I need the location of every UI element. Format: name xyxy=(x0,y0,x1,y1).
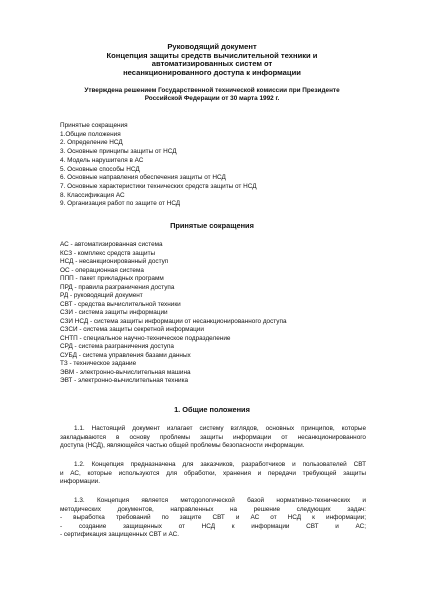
approval-line-2: Российской Федерации от 30 марта 1992 г. xyxy=(144,94,280,102)
header-doc-type: Руководящий документ xyxy=(167,42,257,51)
paragraph-line: 1.2. Концепция предназначена для заказчиков, разработчиков и пользователей СВТ xyxy=(74,461,366,468)
paragraph-line: 1.1. Настоящий документ излагает систему взглядов, основных принципов, которые xyxy=(74,425,366,432)
abbreviation-item: СЗСИ - система защиты секретной информации xyxy=(60,326,204,333)
paragraph-1-2 xyxy=(60,461,366,487)
toc-item: 3. Основные принципы защиты от НСД xyxy=(60,148,177,156)
header-title-line-1: Концепция защиты средств вычислительной техники и xyxy=(106,50,318,60)
toc-item: 7. Основные характеристики технических средств защиты от НСД xyxy=(60,182,257,190)
toc-item: 6. Основные направления обеспечения защиты от НСД xyxy=(60,174,226,182)
general-provisions-heading: 1. Общие положения xyxy=(174,405,250,414)
abbreviation-item: СВТ - средства вычислительной техники xyxy=(60,300,181,308)
paragraph-line: закладываются в основу проблемы защиты информации от несанкционированного xyxy=(60,433,366,441)
abbreviation-item: СЗИ - система защиты информации xyxy=(60,309,168,316)
abbreviation-item: ЭВТ - электронно-вычислительная техника xyxy=(60,377,189,384)
abbreviation-item: СРД - система разграничения доступа xyxy=(60,343,174,350)
header-title-line-3: несанкционированного доступа к информации xyxy=(123,67,301,77)
approval-line-1: Утверждена решением Государственной технической комиссии при Президенте xyxy=(84,87,340,94)
approval-note xyxy=(40,87,384,102)
abbreviation-item: ППП - пакет прикладных программ xyxy=(60,275,164,282)
abbreviation-item: СУБД - система управления базами данных xyxy=(60,351,191,359)
paragraph-line: - выработка требований по защите СВТ и АС от НСД к информации; xyxy=(60,514,366,522)
document-header xyxy=(40,43,384,77)
table-of-contents xyxy=(60,122,390,209)
abbreviation-item: АС - автоматизированная система xyxy=(60,241,163,248)
abbreviations-heading: Принятые сокращения xyxy=(170,221,254,230)
toc-item: 1.Общие положения xyxy=(60,130,121,138)
toc-item: 9. Организация работ по защите от НСД xyxy=(60,200,181,208)
toc-item: 5. Основные способы НСД xyxy=(60,165,140,173)
abbreviation-item: ЭВМ - электронно-вычислительная машина xyxy=(60,368,191,376)
abbreviation-item: КСЗ - комплекс средств защиты xyxy=(60,249,156,257)
paragraph-1-3 xyxy=(60,497,366,540)
abbreviation-item: ОС - операционная система xyxy=(60,266,144,274)
paragraph-line: - сертификация защищенных СВТ и АС. xyxy=(60,531,180,539)
toc-item: 4. Модель нарушителя в АС xyxy=(60,156,144,164)
paragraph-line: 1.3. Концепция является методологической базой нормативно-технических и xyxy=(74,497,366,504)
abbreviation-item: СЗИ НСД - система защиты информации от несанкционированного доступа xyxy=(60,317,287,325)
abbreviation-item: СНТП - специальное научно-техническое подразделение xyxy=(60,334,231,342)
abbreviation-item: ПРД - правила разграничения доступа xyxy=(60,283,175,291)
abbreviation-item: НСД - несанкционированный доступ xyxy=(60,258,169,265)
toc-item: Принятые сокращения xyxy=(60,122,128,129)
abbreviation-item: ТЗ - техническое задание xyxy=(60,360,137,367)
paragraph-1-1 xyxy=(60,425,366,451)
header-title-line-2: автоматизированных систем от xyxy=(151,59,273,68)
abbreviation-item: РД - руководящий документ xyxy=(60,292,143,299)
abbreviations-list xyxy=(60,241,390,386)
paragraph-line: доступа (НСД), являющейся частью общей проблемы безопасности информации. xyxy=(60,442,305,450)
toc-item: 2. Определение НСД xyxy=(60,139,123,147)
paragraph-line: и АС, которые используются для обработки, хранения и передачи требующей защиты xyxy=(60,469,366,477)
paragraph-line: информации. xyxy=(60,478,100,486)
paragraph-line: - создание защищенных от НСД к информации СВТ и АС; xyxy=(60,522,366,530)
paragraph-line: методических документов, направленных на решение следующих задач: xyxy=(60,505,366,513)
toc-item: 8. Классификация АС xyxy=(60,191,125,199)
